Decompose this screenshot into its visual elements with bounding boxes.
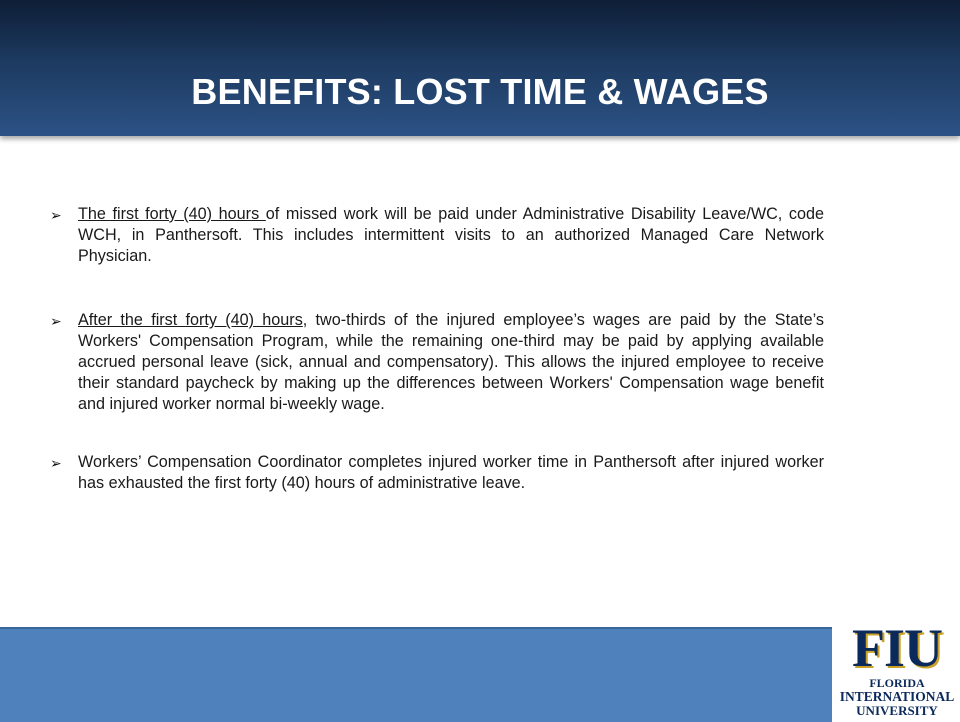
bullet-text: Workers’ Compensation Coordinator completes injured worker time in Panthersoft after injured worker has exhausted the first forty (40) hours of administrative leave. xyxy=(78,453,824,493)
fiu-logo xyxy=(834,618,960,720)
bullet-text: of missed work will be paid under Administrative Disability Leave/WC, code WCH, in Panthersoft. This includes intermittent visits to an authorized Managed Care Network Physician. xyxy=(78,205,824,265)
arrow-bullet-icon: ➢ xyxy=(50,455,62,472)
fiu-logo-international: INTERNATIONAL xyxy=(839,689,955,704)
fiu-logo-florida: FLORIDA xyxy=(869,676,925,690)
arrow-bullet-icon: ➢ xyxy=(50,207,62,223)
bullet-item-first-forty-hours xyxy=(46,204,824,266)
bullet-underlined-text: The first forty (40) hours xyxy=(78,205,266,223)
title-banner xyxy=(0,0,960,136)
footer-bar xyxy=(0,627,832,722)
slide-title: BENEFITS: LOST TIME & WAGES xyxy=(191,71,769,112)
arrow-bullet-icon: ➢ xyxy=(50,313,62,330)
fiu-logo-university: UNIVERSITY xyxy=(856,703,938,718)
bullet-item-coordinator xyxy=(46,452,824,494)
fiu-logo-mark: FIU xyxy=(852,618,942,678)
bullet-underlined-text: After the first forty (40) hours xyxy=(78,311,303,330)
bullet-list xyxy=(46,204,824,494)
bullet-item-after-forty-hours xyxy=(46,310,824,414)
bullet-text: , two-thirds of the injured employee’s wages are paid by the State’s Workers' Compensation Program, while the remaining one-third may be paid by applying available accrued personal leave (sick, annual and compensatory). This allows the injured employee to receive their standard paycheck by making up the differences between Workers' Compensation wage benefit and injured worker normal bi-weekly wage. xyxy=(78,311,825,413)
